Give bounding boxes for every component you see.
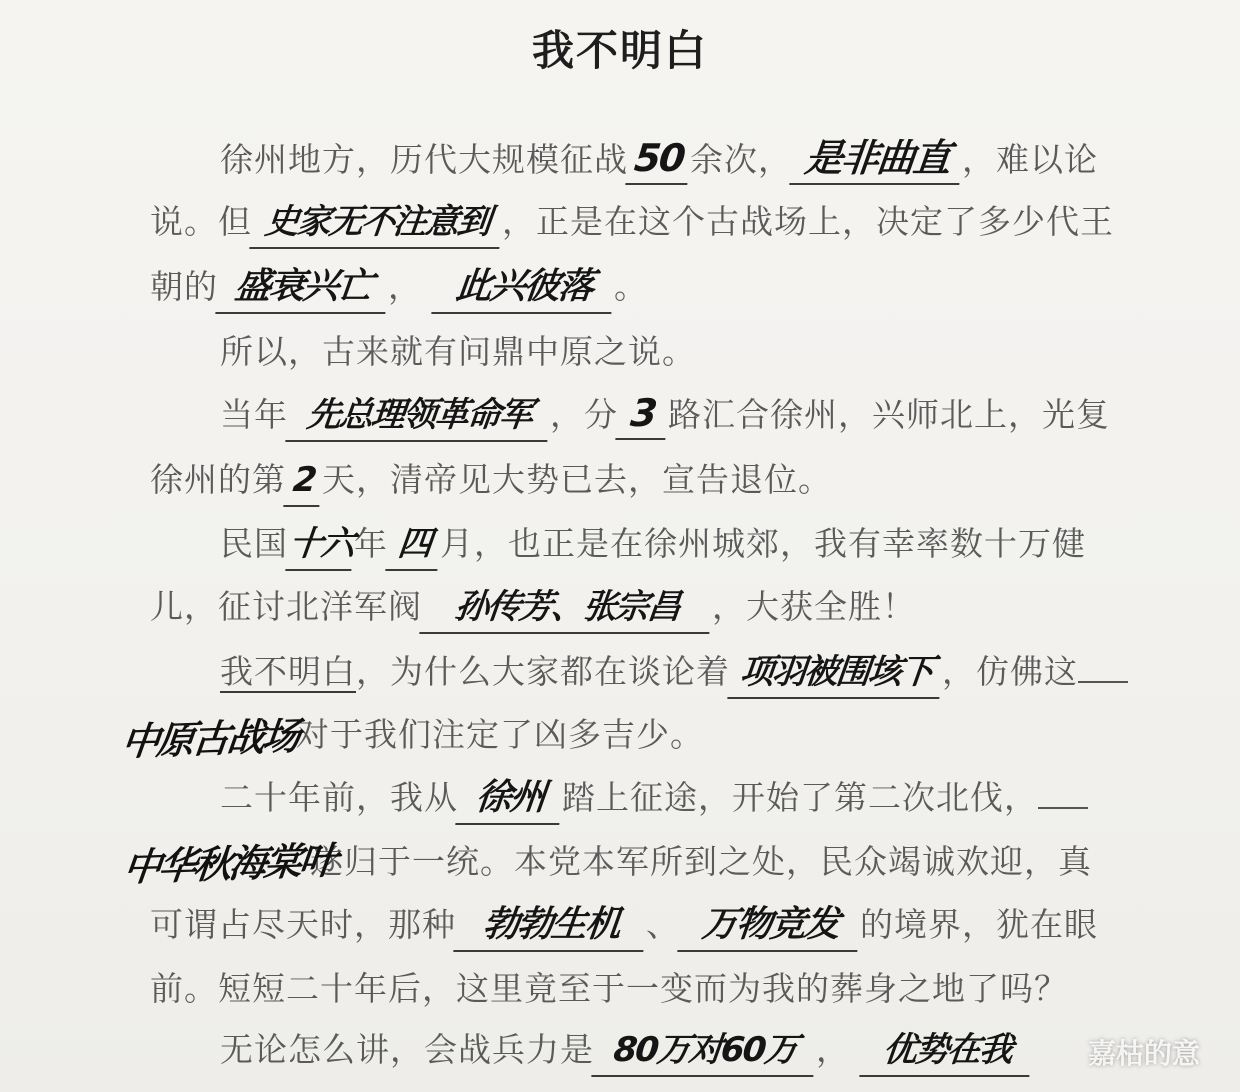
text-line-4: [220, 320, 1130, 384]
text-segment: ，大获全胜！: [712, 587, 916, 626]
text-segment: 路汇合徐州，兴师北上，光复: [668, 395, 1110, 434]
text-segment: 无论怎么讲，会战兵力是: [220, 1030, 594, 1069]
handwritten-answer: 史家无不注意到: [249, 197, 504, 249]
text-segment: 徐州的第: [150, 460, 286, 499]
handwritten-answer: 80万对60万: [591, 1025, 818, 1077]
text-line-11: [220, 766, 1130, 830]
text-segment: ，仿佛这: [942, 652, 1078, 691]
text-line-5: [220, 383, 1130, 447]
text-line-9: [220, 640, 1130, 704]
text-segment: 所以，古来就有问鼎中原之说。: [220, 332, 696, 371]
text-segment: ，为什么大家都在谈论着: [356, 652, 730, 691]
text-line-2: [150, 190, 1130, 254]
handwritten-answer: 是非曲直: [789, 133, 964, 185]
text-segment: 。: [614, 267, 648, 306]
text-segment: ，: [388, 267, 422, 306]
page-title: 我不明白: [531, 26, 708, 75]
handwritten-answer: 十六: [285, 519, 356, 571]
handwritten-answer: 徐州: [455, 773, 564, 825]
text-segment: 朝的: [150, 267, 218, 306]
text-segment: 对于我们注定了凶多吉少。: [296, 715, 704, 754]
text-segment: 民国: [220, 524, 288, 563]
underlined-phrase: 我不明白: [220, 652, 356, 691]
text-line-7: [220, 512, 1130, 576]
handwritten-answer: 3: [615, 388, 670, 440]
text-line-8: [150, 575, 1130, 639]
text-segment: 当年: [220, 395, 288, 434]
text-segment: 二十年前，我从: [220, 778, 458, 817]
handwritten-answer: 万物竞发: [677, 900, 862, 952]
text-segment: 可谓占尽天时，那种: [150, 905, 456, 944]
text-segment: 月，也正是在徐州城郊，我有幸率数十万健: [440, 524, 1086, 563]
text-segment: 、: [646, 905, 680, 944]
text-line-15: [220, 1018, 1130, 1082]
handwritten-answer: 中华秋海棠叶: [121, 838, 337, 890]
answer-blank: [1078, 641, 1128, 683]
text-segment: 徐州地方，历代大规模征战: [220, 140, 628, 179]
handwritten-answer: 四: [385, 519, 442, 571]
text-line-13: [150, 893, 1130, 957]
text-segment: 遂归于一统。本党本军所到之处，民众竭诚欢迎，真: [310, 842, 1092, 881]
text-segment: ，: [816, 1030, 850, 1069]
text-segment: ，正是在这个古战场上，决定了多少代王: [502, 202, 1114, 241]
text-segment: 天，清帝见大势已去，宣告退位。: [322, 460, 832, 499]
text-segment: ，分: [550, 395, 618, 434]
text-segment: 说。但: [150, 202, 252, 241]
handwritten-answer: 此兴彼落: [431, 262, 616, 314]
text-line-12: [121, 830, 1130, 894]
text-line-10: [119, 703, 1130, 767]
handwritten-answer: 50: [625, 133, 692, 185]
answer-blank: [1038, 767, 1088, 809]
text-line-3: [150, 255, 1130, 319]
handwritten-answer: 盛衰兴亡: [215, 262, 390, 314]
text-line-1: [220, 128, 1130, 192]
text-segment: 前。短短二十年后，这里竟至于一变而为我的葬身之地了吗？: [150, 969, 1068, 1008]
text-segment: 儿，征讨北洋军阀: [150, 587, 422, 626]
watermark: 嘉枯的意: [1087, 1037, 1200, 1070]
text-line-6: [150, 448, 1130, 512]
text-line-14: [150, 957, 1130, 1021]
text-segment: 踏上征途，开始了第二次北伐，: [562, 778, 1038, 817]
text-segment: 余次，: [690, 140, 792, 179]
handwritten-answer: 先总理领革命军: [285, 390, 552, 442]
handwritten-answer: 项羽被围垓下: [727, 647, 944, 699]
handwritten-answer: 中原古战场: [119, 713, 300, 765]
handwritten-answer: 孙传芳、张宗昌: [419, 582, 714, 634]
text-segment: 年: [354, 524, 388, 563]
handwritten-answer: 2: [283, 455, 324, 507]
handwritten-answer: 勃勃生机: [453, 900, 648, 952]
text-segment: ，难以论: [962, 140, 1098, 179]
text-segment: 的境界，犹在眼: [860, 905, 1098, 944]
handwritten-answer: 优势在我: [859, 1025, 1034, 1077]
